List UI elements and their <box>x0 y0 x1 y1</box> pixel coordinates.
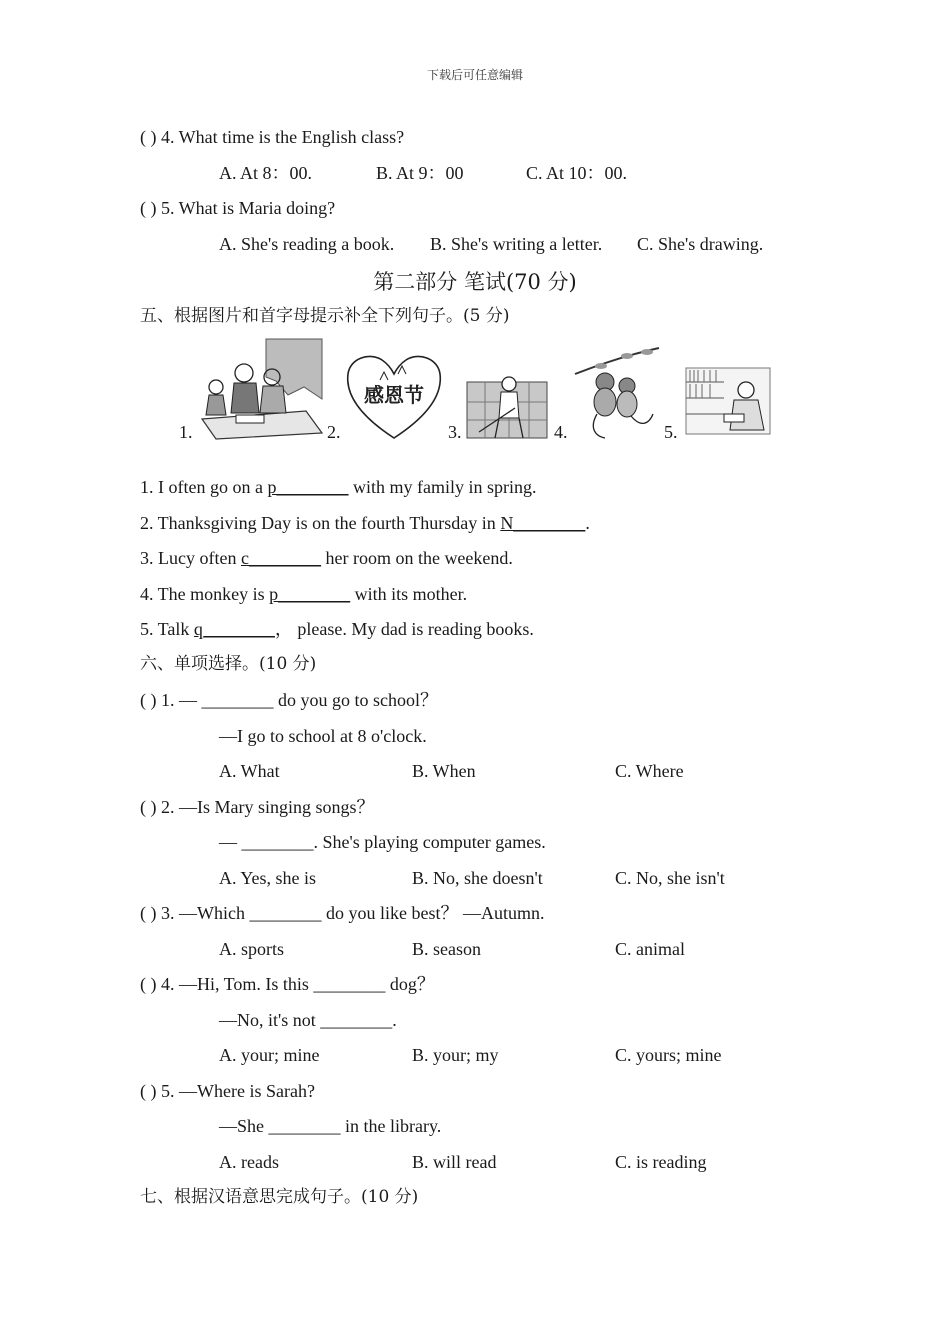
section7-title: 七、根据汉语意思完成句子。(10 分) <box>140 1187 419 1207</box>
listening-q4-option-a: A. At 8：00. <box>219 163 313 183</box>
pic-label-2: 2. <box>327 422 341 442</box>
mc-q4-stem: ( ) 4. —Hi, Tom. Is this ________ dog？ <box>140 974 435 994</box>
fill-sentence-1 <box>140 476 536 498</box>
listening-q5-option-a: A. She's reading a book. <box>219 234 395 254</box>
mc-q5-stem: ( ) 5. —Where is Sarah? <box>140 1081 315 1101</box>
pic-label-5: 5. <box>664 422 678 442</box>
listening-q5-stem: ( ) 5. What is Maria doing? <box>140 198 336 218</box>
mc-q3-option-c[interactable]: C. animal <box>615 939 685 959</box>
pic-label-4: 4. <box>554 422 568 442</box>
mc-q5-option-b[interactable]: B. will read <box>412 1152 497 1172</box>
mc-q2-option-b[interactable]: B. No, she doesn't <box>412 868 543 888</box>
fill-sentence-2-post: . <box>585 513 590 533</box>
fill-sentence-1-post: with my family in spring. <box>348 477 537 497</box>
section5-title: 五、根据图片和首字母提示补全下列句子。(5 分) <box>140 306 510 326</box>
section6-title: 六、单项选择。(10 分) <box>140 654 317 674</box>
fill-blank-4[interactable]: p________ <box>269 584 351 604</box>
mc-q1-stem: ( ) 1. — ________ do you go to school？ <box>140 690 438 710</box>
fill-blank-5[interactable]: q________ <box>193 619 275 639</box>
monkeys-picture <box>571 344 661 440</box>
mc-q1-option-c[interactable]: C. Where <box>615 761 684 781</box>
mc-q4-reply: —No, it's not ________. <box>219 1010 397 1030</box>
mc-q4-option-b[interactable]: B. your; my <box>412 1045 499 1065</box>
mc-q3-option-a[interactable]: A. sports <box>219 939 285 959</box>
part2-title: 第二部分 笔试(70 分) <box>373 270 577 294</box>
listening-q4-option-c: C. At 10：00. <box>526 163 628 183</box>
fill-sentence-3-pre: 3. Lucy often <box>140 548 241 568</box>
mc-q5-option-c[interactable]: C. is reading <box>615 1152 707 1172</box>
mc-q2-option-c[interactable]: C. No, she isn't <box>615 868 725 888</box>
mc-q2-option-a[interactable]: A. Yes, she is <box>219 868 317 888</box>
listening-q5-option-b: B. She's writing a letter. <box>430 234 603 254</box>
fill-blank-1[interactable]: p________ <box>267 477 349 497</box>
fill-blank-2[interactable]: N________ <box>500 513 586 533</box>
fill-sentence-2 <box>140 512 590 534</box>
fill-sentence-2-pre: 2. Thanksgiving Day is on the fourth Thursday in <box>140 513 501 533</box>
listening-q4-option-b: B. At 9：00 <box>376 163 464 183</box>
mc-q1-option-a[interactable]: A. What <box>219 761 280 781</box>
listening-q4-stem: ( ) 4. What time is the English class? <box>140 127 405 147</box>
fill-sentence-4-pre: 4. The monkey is <box>140 584 270 604</box>
thanksgiving-heart-picture <box>344 352 444 440</box>
fill-sentence-5-pre: 5. Talk <box>140 619 194 639</box>
page-header: 下载后可任意编辑 <box>426 68 523 82</box>
mc-q1-reply: —I go to school at 8 o'clock. <box>219 726 427 746</box>
fill-sentence-5 <box>140 618 534 640</box>
mc-q3-option-b[interactable]: B. season <box>412 939 481 959</box>
pic-label-1: 1. <box>179 422 193 442</box>
fill-sentence-3 <box>140 547 513 569</box>
picnic-picture <box>196 337 324 441</box>
listening-q5-option-c: C. She's drawing. <box>637 234 764 254</box>
fill-blank-3[interactable]: c________ <box>240 548 321 568</box>
reading-man-picture <box>684 364 772 436</box>
mc-q5-reply: —She ________ in the library. <box>219 1116 442 1136</box>
fill-sentence-1-pre: 1. I often go on a <box>140 477 268 497</box>
mc-q2-reply: — ________. She's playing computer games. <box>219 832 546 852</box>
mc-q3-stem: ( ) 3. —Which ________ do you like best？ —Autumn. <box>140 903 545 923</box>
fill-sentence-5-post: ， please. My dad is reading books. <box>274 619 534 639</box>
heart-text: 感恩节 <box>364 383 424 407</box>
fill-sentence-4-post: with its mother. <box>350 584 468 604</box>
pic-label-3: 3. <box>448 422 462 442</box>
mc-q1-option-b[interactable]: B. When <box>412 761 476 781</box>
fill-sentence-3-post: her room on the weekend. <box>320 548 513 568</box>
cleaning-room-picture <box>465 372 551 440</box>
mc-q5-option-a[interactable]: A. reads <box>219 1152 279 1172</box>
fill-sentence-4 <box>140 583 467 605</box>
mc-q2-stem: ( ) 2. —Is Mary singing songs？ <box>140 797 375 817</box>
mc-q4-option-a[interactable]: A. your; mine <box>219 1045 320 1065</box>
mc-q4-option-c[interactable]: C. yours; mine <box>615 1045 722 1065</box>
